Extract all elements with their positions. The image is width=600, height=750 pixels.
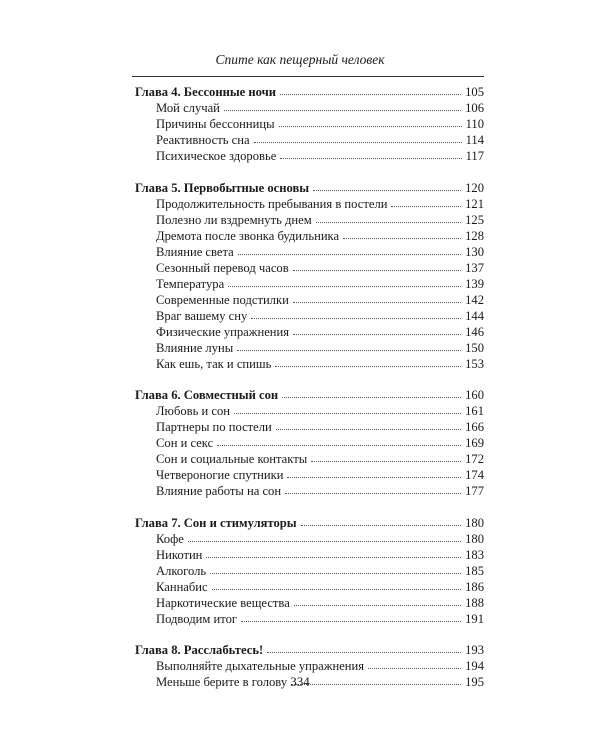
toc-entry-title: Современные подстилки — [156, 292, 289, 307]
toc-entry-page: 117 — [465, 149, 484, 163]
dot-leader — [343, 228, 461, 239]
toc-entry-title: Сон и секс — [156, 436, 214, 450]
toc-section-entry — [135, 419, 484, 435]
toc-entry-title: Никотин — [156, 547, 203, 562]
toc-section-entry — [135, 547, 484, 563]
toc-section-entry — [135, 228, 484, 244]
toc-entry-title: Глава 7. Сон и стимуляторы — [135, 515, 297, 530]
toc-section-entry — [135, 276, 484, 292]
toc-entry-title: Мой случай — [156, 101, 220, 115]
dot-leader — [217, 435, 461, 446]
dot-leader — [294, 595, 461, 606]
toc-entry-page: 121 — [465, 196, 484, 211]
dot-leader — [251, 308, 461, 319]
toc-entry-title: Полезно ли вздремнуть днем — [156, 212, 312, 227]
dot-leader — [285, 483, 461, 494]
toc-entry-page: 114 — [465, 133, 484, 147]
dot-leader — [276, 419, 461, 430]
dot-leader — [316, 212, 461, 223]
toc-entry-title: Глава 5. Первобытные основы — [135, 180, 310, 195]
toc-entry-page: 105 — [465, 85, 484, 99]
toc-entry-page: 169 — [465, 436, 484, 450]
toc-entry-page: 153 — [465, 356, 484, 371]
toc-section-entry — [135, 148, 484, 164]
toc-entry-title: Продолжительность пребывания в постели — [156, 196, 388, 211]
header-rule — [132, 76, 484, 77]
toc-section-entry — [135, 244, 484, 260]
toc-entry-page: 188 — [465, 595, 484, 610]
toc-section-entry — [135, 435, 484, 451]
dot-leader — [282, 387, 461, 398]
dot-leader — [368, 658, 461, 669]
toc-entry-page: 183 — [465, 547, 484, 562]
toc-entry-title: Подводим итог — [156, 611, 238, 626]
toc-section-entry — [135, 132, 484, 148]
toc-entry-title: Кофе — [156, 531, 184, 546]
toc-entry-title: Психическое здоровье — [156, 149, 277, 163]
toc-entry-title: Как ешь, так и спишь — [156, 356, 272, 371]
toc-section-entry — [135, 308, 484, 324]
toc-chapter-entry — [135, 180, 484, 196]
toc-entry-title: Сон и социальные контакты — [156, 452, 308, 466]
page-number: 334 — [290, 674, 310, 689]
toc-entry-title: Партнеры по постели — [156, 420, 272, 434]
toc-entry-page: 106 — [465, 101, 484, 115]
dot-leader — [241, 611, 461, 622]
toc-entry-title: Враг вашему сну — [156, 308, 248, 323]
toc-section-entry — [135, 340, 484, 356]
toc-entry-page: 180 — [465, 531, 484, 546]
toc-section-entry — [135, 116, 484, 132]
toc-chapter-entry — [135, 387, 484, 403]
dot-leader — [224, 100, 461, 111]
toc-entry-title: Реактивность сна — [156, 133, 250, 147]
toc-entry-page: 128 — [465, 228, 484, 243]
toc-section-entry — [135, 212, 484, 228]
dot-leader — [301, 515, 461, 526]
toc-entry-page: 125 — [465, 212, 484, 227]
toc-entry-page: 144 — [465, 308, 484, 323]
toc-chapter-entry — [135, 84, 484, 100]
toc-entry-page: 195 — [465, 675, 484, 689]
toc-entry-page: 110 — [465, 117, 484, 131]
dot-leader — [210, 563, 461, 574]
dot-leader — [293, 260, 461, 271]
toc-entry-page: 142 — [465, 292, 484, 307]
dot-leader — [313, 180, 461, 191]
toc-entry-title: Глава 6. Совместный сон — [135, 388, 279, 402]
toc-entry-title: Четвероногие спутники — [156, 468, 284, 482]
dot-leader — [311, 451, 461, 462]
toc-entry-page: 130 — [465, 244, 484, 259]
toc-entry-title: Дремота после звонка будильника — [156, 228, 340, 243]
dot-leader — [234, 403, 461, 414]
toc-entry-page: 146 — [465, 324, 484, 339]
dot-leader — [254, 132, 462, 143]
dot-leader — [279, 116, 462, 127]
toc-entry-title: Каннабис — [156, 579, 208, 594]
toc-section-entry — [135, 356, 484, 372]
dot-leader — [293, 292, 461, 303]
toc-section-entry — [135, 579, 484, 595]
toc-entry-title: Температура — [156, 276, 225, 291]
toc-entry-title: Сезонный перевод часов — [156, 260, 289, 275]
toc-section-entry — [135, 324, 484, 340]
toc-section-entry — [135, 595, 484, 611]
toc-entry-title: Причины бессонницы — [156, 117, 275, 131]
table-of-contents — [135, 84, 484, 690]
toc-section-entry — [135, 563, 484, 579]
dot-leader — [228, 276, 461, 287]
toc-section-entry — [135, 467, 484, 483]
toc-entry-title: Наркотические вещества — [156, 595, 290, 610]
toc-section-entry — [135, 292, 484, 308]
toc-chapter-entry — [135, 515, 484, 531]
dot-leader — [237, 340, 461, 351]
toc-entry-page: 174 — [465, 468, 484, 482]
dot-leader — [238, 244, 461, 255]
toc-entry-page: 180 — [465, 515, 484, 530]
toc-entry-page: 177 — [465, 484, 484, 498]
toc-entry-title: Глава 4. Бессонные ночи — [135, 85, 277, 99]
toc-section-entry — [135, 196, 484, 212]
toc-entry-title: Глава 8. Расслабьтесь! — [135, 643, 264, 657]
toc-section-entry — [135, 483, 484, 499]
dot-leader — [391, 196, 461, 207]
toc-entry-page: 139 — [465, 276, 484, 291]
toc-entry-title: Влияние света — [156, 244, 234, 259]
toc-entry-page: 194 — [465, 659, 484, 673]
toc-entry-page: 120 — [465, 180, 484, 195]
dot-leader — [280, 84, 461, 95]
dot-leader — [206, 547, 461, 558]
toc-section-entry — [135, 658, 484, 674]
toc-entry-page: 191 — [465, 611, 484, 626]
toc-entry-page: 172 — [465, 452, 484, 466]
toc-entry-title: Любовь и сон — [156, 404, 231, 418]
toc-entry-page: 186 — [465, 579, 484, 594]
dot-leader — [280, 148, 461, 159]
dot-leader — [188, 531, 461, 542]
toc-entry-title: Алкоголь — [156, 563, 207, 578]
toc-entry-page: 160 — [465, 388, 484, 402]
running-title: Спите как пещерный человек — [215, 52, 385, 67]
toc-entry-page: 137 — [465, 260, 484, 275]
toc-entry-title: Выполняйте дыхательные упражнения — [156, 659, 365, 673]
toc-entry-title: Влияние луны — [156, 340, 234, 355]
toc-section-entry — [135, 403, 484, 419]
toc-entry-page: 193 — [465, 643, 484, 657]
toc-entry-page: 161 — [465, 404, 484, 418]
toc-entry-title: Меньше берите в голову — [156, 675, 288, 689]
toc-section-entry — [135, 260, 484, 276]
dot-leader — [267, 642, 461, 653]
toc-entry-page: 166 — [465, 420, 484, 434]
toc-chapter-entry — [135, 642, 484, 658]
toc-section-entry — [135, 451, 484, 467]
dot-leader — [293, 324, 461, 335]
toc-entry-page: 150 — [465, 340, 484, 355]
toc-entry-title: Влияние работы на сон — [156, 484, 282, 498]
toc-section-entry — [135, 611, 484, 627]
toc-entry-page: 185 — [465, 563, 484, 578]
toc-section-entry — [135, 531, 484, 547]
dot-leader — [275, 356, 461, 367]
dot-leader — [287, 467, 461, 478]
toc-entry-title: Физические упражнения — [156, 324, 290, 339]
toc-section-entry — [135, 100, 484, 116]
dot-leader — [212, 579, 461, 590]
